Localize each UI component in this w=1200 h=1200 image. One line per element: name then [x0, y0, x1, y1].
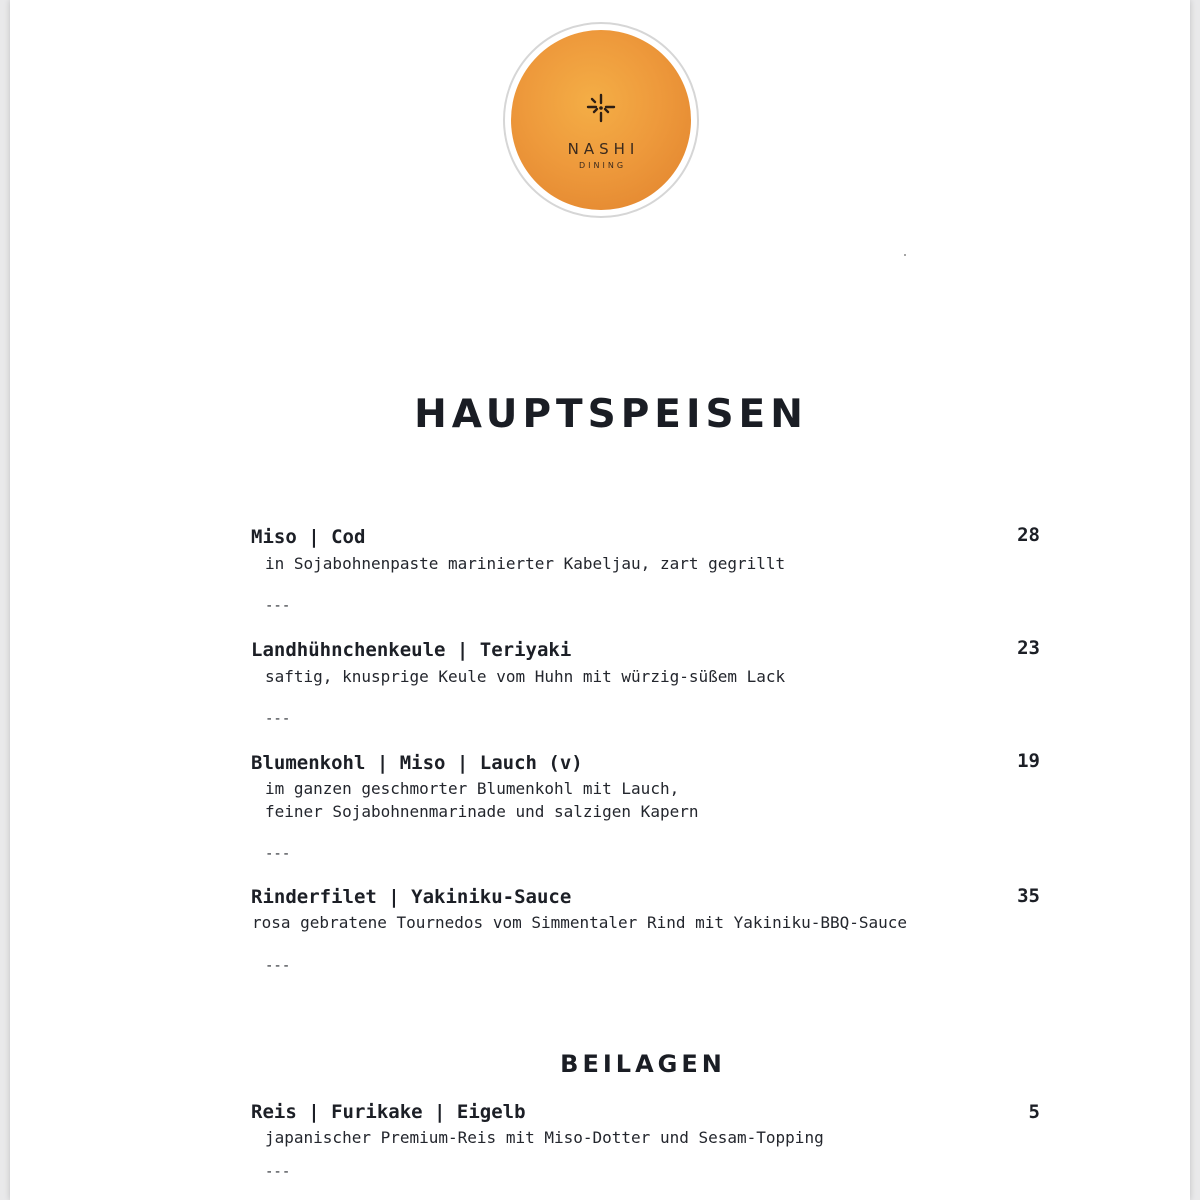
menu-item-price: 35 [1017, 885, 1040, 907]
menu-item-description: saftig, knusprige Keule vom Huhn mit würzig-süßem Lack [265, 667, 786, 686]
menu-item-name: Reis | Furikake | Eigelb [251, 1101, 526, 1123]
logo-subtitle: DINING [578, 161, 627, 170]
menu-item-name: Landhühnchenkeule | Teriyaki [251, 639, 572, 661]
menu-item-name: Blumenkohl | Miso | Lauch (v) [251, 752, 583, 774]
side-dishes-heading: BEILAGEN [560, 1050, 726, 1078]
menu-item-price: 28 [1017, 524, 1040, 546]
restaurant-logo [503, 22, 699, 218]
menu-item-description: in Sojabohnenpaste marinierter Kabeljau, zart gegrillt [265, 554, 786, 573]
menu-item-name: Miso | Cod [251, 526, 366, 548]
menu-item-name: Rinderfilet | Yakiniku-Sauce [251, 886, 572, 908]
menu-item-separator: --- [265, 598, 291, 614]
menu-item-description: im ganzen geschmorter Blumenkohl mit Lauch, [265, 779, 680, 798]
menu-item-description: rosa gebratene Tournedos vom Simmentaler Rind mit Yakiniku-BBQ-Sauce [252, 913, 908, 932]
menu-item-price: 23 [1017, 637, 1040, 659]
menu-item-description: japanischer Premium-Reis mit Miso-Dotter und Sesam-Topping [265, 1128, 824, 1147]
paper-speck [904, 254, 906, 256]
menu-item-description: feiner Sojabohnenmarinade und salzigen Kapern [265, 802, 699, 821]
menu-item-separator: --- [265, 846, 291, 862]
menu-item-separator: --- [265, 711, 291, 727]
menu-item-separator: --- [265, 1164, 291, 1180]
logo-disc [511, 30, 691, 210]
logo-name: NASHI [567, 140, 640, 158]
menu-item-price: 5 [1028, 1101, 1040, 1123]
menu-item-separator: --- [265, 958, 291, 974]
menu-item-price: 19 [1017, 750, 1040, 772]
flower-icon [585, 92, 617, 124]
main-course-heading: HAUPTSPEISEN [414, 392, 808, 437]
